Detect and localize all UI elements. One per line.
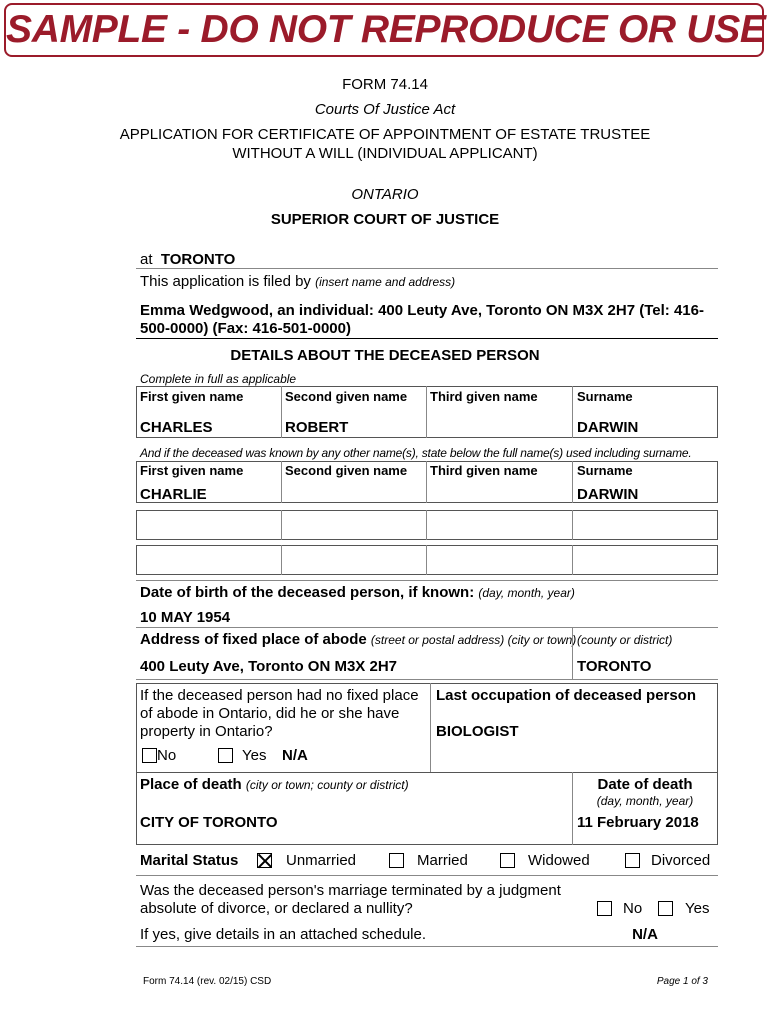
name-header-surname: Surname — [577, 389, 633, 404]
name-header-second: Second given name — [285, 389, 408, 404]
no-abode-no-checkbox[interactable] — [142, 748, 157, 763]
divorce-answer[interactable]: N/A — [632, 926, 658, 943]
deceased-surname[interactable]: DARWIN — [577, 419, 639, 436]
death-place-hint: (city or town; county or district) — [245, 778, 409, 792]
abode-label — [140, 631, 576, 648]
complete-note: Complete in full as applicable — [140, 372, 297, 386]
marital-label: Marital Status — [140, 852, 239, 869]
filed-by-label — [140, 273, 455, 290]
filed-by-hint: (insert name and address) — [315, 275, 456, 289]
marital-widowed-label: Widowed — [528, 852, 590, 869]
act-name: Courts Of Justice Act — [314, 101, 456, 118]
no-abode-line3: property in Ontario? — [140, 723, 273, 740]
death-place-value[interactable]: CITY OF TORONTO — [140, 814, 278, 831]
province: ONTARIO — [351, 186, 419, 203]
aka1-surname[interactable]: DARWIN — [577, 486, 639, 503]
sample-watermark: SAMPLE - DO NOT REPRODUCE OR USE — [4, 3, 764, 57]
deceased-second-name[interactable]: ROBERT — [285, 419, 349, 436]
aka-header-second: Second given name — [285, 463, 408, 478]
court-name: SUPERIOR COURT OF JUSTICE — [270, 211, 500, 228]
no-abode-yes-label: Yes — [242, 747, 267, 764]
section-title: DETAILS ABOUT THE DECEASED PERSON — [230, 347, 540, 364]
form-title-line1: APPLICATION FOR CERTIFICATE OF APPOINTMENT OF ESTATE TRUSTEE — [119, 126, 651, 143]
death-date-value[interactable]: 11 February 2018 — [577, 814, 699, 831]
filed-by-text: This application is filed by — [140, 273, 311, 290]
marital-married-label: Married — [417, 852, 468, 869]
divorce-question-line1: Was the deceased person's marriage terminated by a judgment — [140, 882, 561, 899]
no-abode-no-label: No — [157, 747, 177, 764]
aka-header-third: Third given name — [430, 463, 538, 478]
aka-note: And if the deceased was known by any other name(s), state below the full name(s) used including surname. — [140, 446, 692, 460]
dob-label — [140, 584, 575, 601]
dob-hint: (day, month, year) — [478, 586, 575, 600]
abode-county[interactable]: TORONTO — [577, 658, 652, 675]
marital-widowed-checkbox[interactable] — [500, 853, 515, 868]
abode-hint: (street or postal address) (city or town) — [370, 633, 577, 647]
location-value[interactable]: TORONTO — [160, 251, 236, 268]
divorce-question-line2: absolute of divorce, or declared a nullity? — [140, 900, 413, 917]
footer-form-revision: Form 74.14 (rev. 02/15) CSD — [143, 976, 272, 987]
aka3-row[interactable] — [136, 545, 718, 575]
footer-page-number: Page 1 of 3 — [656, 976, 708, 987]
abode-address[interactable]: 400 Leuty Ave, Toronto ON M3X 2H7 — [140, 658, 397, 675]
dob-label-text: Date of birth of the deceased person, if known: — [140, 584, 475, 601]
aka2-row[interactable] — [136, 510, 718, 540]
no-abode-yes-checkbox[interactable] — [218, 748, 233, 763]
divorce-details: If yes, give details in an attached schedule. — [140, 926, 427, 943]
marital-divorced-checkbox[interactable] — [625, 853, 640, 868]
occupation-label: Last occupation of deceased person — [436, 687, 697, 704]
divorce-no-label: No — [623, 900, 643, 917]
marital-divorced-label: Divorced — [651, 852, 711, 869]
divorce-yes-label: Yes — [685, 900, 710, 917]
dob-value[interactable]: 10 MAY 1954 — [140, 609, 231, 626]
filed-by-line1[interactable]: Emma Wedgwood, an individual: 400 Leuty Ave, Toronto ON M3X 2H7 (Tel: 416- — [140, 302, 704, 319]
filed-by-line2[interactable]: 500-0000) (Fax: 416-501-0000) — [140, 320, 351, 337]
aka-header-first: First given name — [140, 463, 244, 478]
abode-label-text: Address of fixed place of abode — [140, 631, 367, 648]
name-header-third: Third given name — [430, 389, 538, 404]
no-abode-line2: of abode in Ontario, did he or she have — [140, 705, 400, 722]
form-number: FORM 74.14 — [342, 76, 428, 93]
marital-married-checkbox[interactable] — [389, 853, 404, 868]
name-header-first: First given name — [140, 389, 244, 404]
divorce-yes-checkbox[interactable] — [658, 901, 673, 916]
marital-unmarried-checkbox[interactable] — [257, 853, 272, 868]
no-abode-line1: If the deceased person had no fixed place — [140, 687, 419, 704]
occupation-value[interactable]: BIOLOGIST — [436, 723, 519, 740]
abode-county-hint: (county or district) — [577, 633, 673, 647]
death-date-hint: (day, month, year) — [596, 794, 694, 808]
deceased-first-name[interactable]: CHARLES — [140, 419, 213, 436]
death-date-label: Date of death — [597, 776, 693, 793]
aka1-first-name[interactable]: CHARLIE — [140, 486, 207, 503]
death-place-label — [140, 776, 409, 793]
marital-unmarried-label: Unmarried — [286, 852, 357, 869]
location-prefix: at — [140, 251, 153, 268]
form-title-line2: WITHOUT A WILL (INDIVIDUAL APPLICANT) — [232, 145, 538, 162]
court-location — [140, 251, 235, 268]
death-place-label-text: Place of death — [140, 776, 242, 793]
aka-header-surname: Surname — [577, 463, 633, 478]
divorce-no-checkbox[interactable] — [597, 901, 612, 916]
no-abode-answer[interactable]: N/A — [282, 747, 308, 764]
